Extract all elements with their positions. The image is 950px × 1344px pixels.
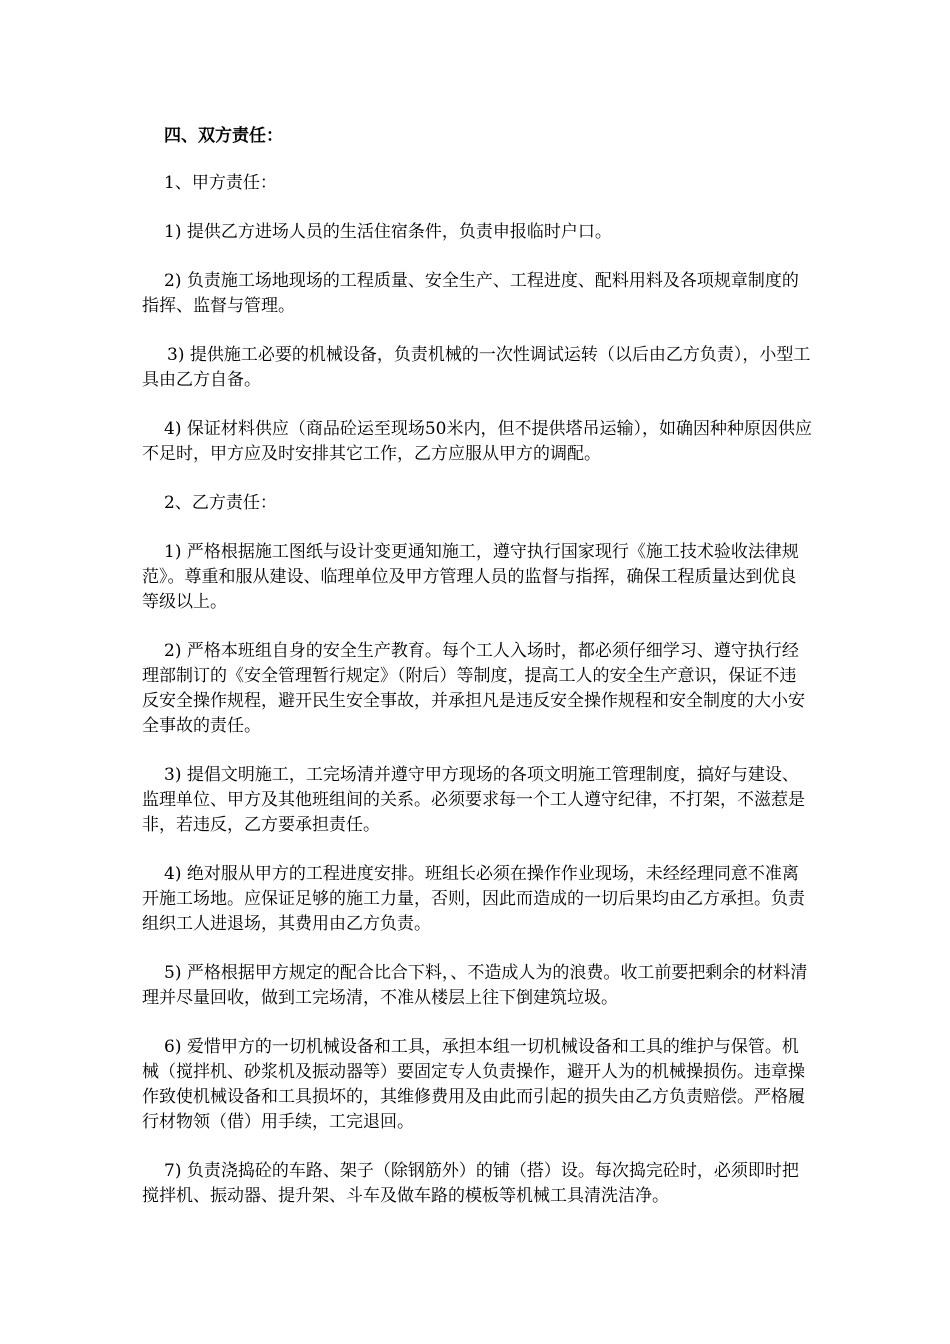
section-title: 四、双方责任： — [164, 126, 283, 146]
party-b-item-5: 5) 严格根据甲方规定的配合比合下料，、不造成人为的浪费。收工前要把剩余的材料清理并尽量回收，做到工完场清，不准从楼层上往下倒建筑垃圾。 — [142, 963, 808, 1008]
party-a-title: 1、甲方责任： — [164, 173, 277, 193]
party-b-item-2: 2) 严格本班组自身的安全生产教育。每个工人入场时，都必须仔细学习、遵守执行经理部制订的《安全管理暂行规定》（附后）等制度，提高工人的安全生产意识，保证不违反安全操作规程，避开民生安全事故，并承担凡是违反安全操作规程和安全制度的大小安全事故的责任。 — [142, 641, 805, 736]
party-b-item-7: 7) 负责浇捣砼的车路、架子（除钢筋外）的铺（搭）设。每次捣完砼时，必须即时把搅拌机、振动器、提升架、斗车及做车路的模板等机械工具清洗洁净。 — [142, 1161, 799, 1206]
party-b-item-6: 6) 爱惜甲方的一切机械设备和工具，承担本组一切机械设备和工具的维护与保管。机械（搅拌机、砂浆机及振动器等）要固定专人负责操作，避开人为的机械操损伤。违章操作致使机械设备和工具损坏的，其维修费用及由此而引起的损失由乙方负责赔偿。严格履行材物领（借）用手续，工完退回。 — [142, 1037, 805, 1132]
party-b-title: 2、乙方责任： — [164, 493, 277, 513]
party-b-item-3: 3) 提倡文明施工，工完场清并遵守甲方现场的各项文明施工管理制度，搞好与建设、监理单位、甲方及其他班组间的关系。必须要求每一个工人遵守纪律，不打架，不滋惹是非，若违反，乙方要承担责任。 — [142, 765, 805, 835]
party-b-item-4: 4) 绝对服从甲方的工程进度安排。班组长必须在操作作业现场，未经经理同意不准离开施工场地。应保证足够的施工力量，否则，因此而造成的一切后果均由乙方承担。负责组织工人进退场，其费用由乙方负责。 — [142, 864, 805, 934]
party-b-item-1: 1) 严格根据施工图纸与设计变更通知施工，遵守执行国家现行《施工技术验收法律规范》。尊重和服从建设、临理单位及甲方管理人员的监督与指挥，确保工程质量达到优良等级以上。 — [142, 542, 799, 612]
party-a-item-4: 4) 保证材料供应（商品砼运至现场50米内，但不提供塔吊运输），如确因种种原因供应不足时，甲方应及时安排其它工作，乙方应服从甲方的调配。 — [142, 419, 812, 464]
party-a-item-2: 2) 负责施工场地现场的工程质量、安全生产、工程进度、配料用料及各项规章制度的指挥、监督与管理。 — [142, 271, 799, 316]
party-a-item-1: 1) 提供乙方进场人员的生活住宿条件，负责申报临时户口。 — [164, 222, 612, 242]
party-a-item-3: 3) 提供施工必要的机械设备，负责机械的一次性调试运转（以后由乙方负责），小型工具由乙方自备。 — [142, 345, 811, 390]
document-body — [142, 124, 812, 1233]
